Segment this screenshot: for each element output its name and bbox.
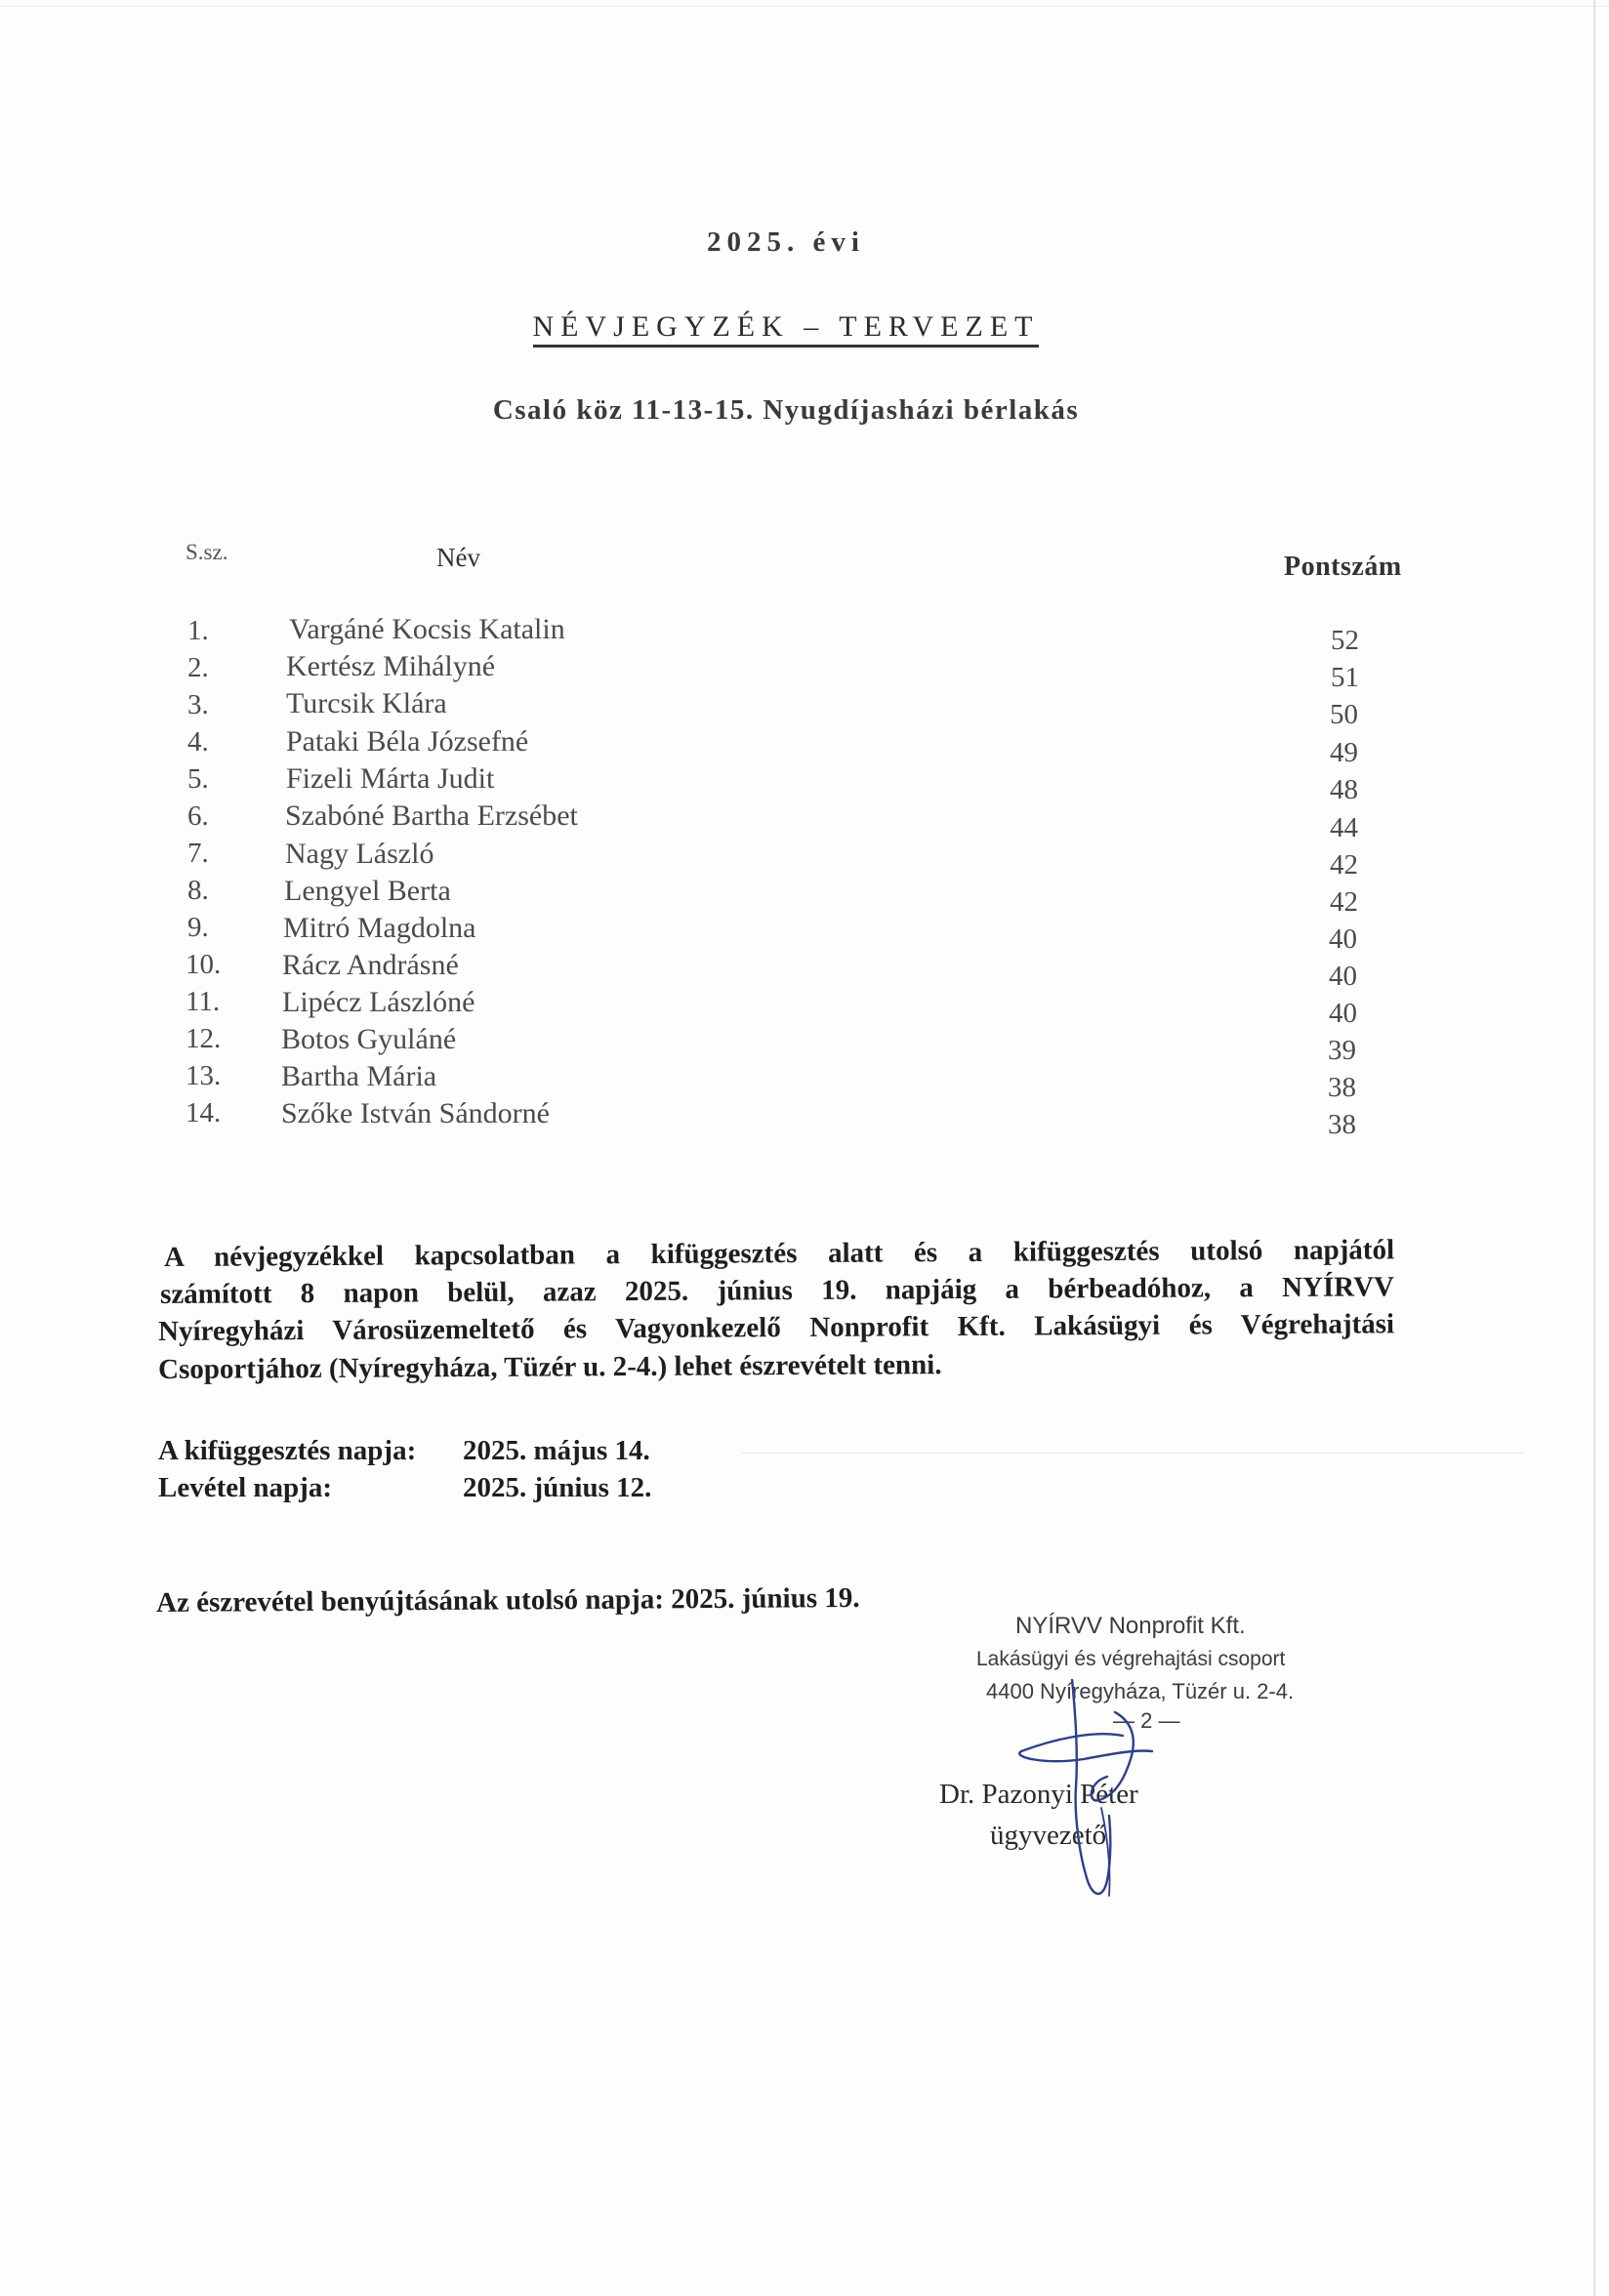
row-name: Nagy László [285,838,434,870]
posting-date-value: 2025. május 14. [463,1435,650,1466]
handwritten-signature [1006,1679,1201,1904]
column-header-points: Pontszám [1284,552,1402,582]
deadline-statement: Az észrevétel benyújtásának utolsó napja: 2025. június 19. [156,1581,860,1619]
signatory-title: ügyvezető [990,1820,1107,1851]
notice-line: számított 8 napon belül, azaz 2025. június 19. napjáig a bérbeadóhoz, a NYÍRVV [160,1271,1395,1310]
notice-line: Nyíregyházi Városüzemeltető és Vagyonkezelő Nonprofit Kft. Lakásügyi és Végrehajtási [158,1308,1395,1347]
row-points: 42 [1330,886,1358,918]
column-header-name: Név [436,543,480,572]
row-name: Pataki Béla Józsefné [286,725,529,758]
row-name: Kertész Mihályné [286,650,496,682]
posting-date-label: A kifüggesztés napja: [158,1435,417,1466]
row-number: 8. [187,875,209,906]
row-name: Szabóné Bartha Erzsébet [285,800,578,832]
row-number: 12. [186,1023,222,1054]
scan-edge-right [1593,0,1595,2296]
stamp-org: NYÍRVV Nonprofit Kft. [1015,1613,1246,1639]
row-name: Bartha Mária [281,1060,437,1092]
row-number: 10. [186,949,222,980]
row-name: Rácz Andrásné [282,949,459,981]
notice-line: Csoportjához (Nyíregyháza, Tüzér u. 2-4.) lehet észrevételt tenni. [158,1349,942,1385]
row-name: Mitró Magdolna [283,912,476,944]
scan-artifact-line [742,1453,1523,1454]
stamp-address: 4400 Nyíregyháza, Tüzér u. 2-4. [986,1679,1295,1703]
row-points: 38 [1328,1109,1356,1140]
scan-edge-top [0,6,1609,7]
removal-date-value: 2025. június 12. [463,1472,652,1503]
row-number: 6. [187,800,209,832]
column-header-ssz: S.sz. [186,540,228,564]
row-name: Turcsik Klára [286,687,447,719]
row-points: 38 [1328,1072,1356,1103]
row-number: 4. [187,726,209,758]
row-name: Fizeli Márta Judit [286,762,495,795]
row-name: Szőke István Sándorné [281,1097,550,1129]
document-title-text: NÉVJEGYZÉK – TERVEZET [533,310,1040,348]
row-points: 49 [1330,737,1358,768]
row-number: 3. [187,689,209,720]
row-number: 13. [186,1060,222,1091]
row-number: 14. [186,1097,222,1128]
row-number: 1. [187,615,209,646]
stamp-number: — 2 — [1113,1708,1180,1733]
document-title [0,310,1572,344]
row-points: 51 [1331,662,1359,693]
row-points: 40 [1329,961,1357,992]
row-points: 42 [1330,849,1358,881]
row-name: Lipécz Lászlóné [282,986,475,1018]
row-points: 39 [1328,1035,1356,1066]
row-name: Lengyel Berta [284,875,451,907]
row-number: 5. [187,763,209,795]
row-points: 52 [1331,625,1359,656]
row-number: 2. [187,652,209,683]
document-year: 2025. évi [707,226,865,258]
removal-date-label: Levétel napja: [158,1472,332,1503]
row-name: Vargáné Kocsis Katalin [289,613,565,645]
row-points: 44 [1330,812,1358,843]
document-subtitle: Csaló köz 11-13-15. Nyugdíjasházi bérlakás [492,394,1080,426]
stamp-dept: Lakásügyi és végrehajtási csoport [976,1648,1286,1670]
row-points: 40 [1329,998,1357,1029]
row-number: 9. [187,912,209,943]
row-number: 7. [187,838,209,869]
row-points: 50 [1330,699,1358,730]
row-number: 11. [186,986,221,1017]
signatory-name: Dr. Pazonyi Péter [939,1779,1138,1810]
row-points: 40 [1329,923,1357,955]
row-name: Botos Gyuláné [281,1023,457,1055]
notice-line: A névjegyzékkel kapcsolatban a kifüggesztés alatt és a kifüggesztés utolsó napjától [164,1234,1395,1273]
row-points: 48 [1330,774,1358,805]
